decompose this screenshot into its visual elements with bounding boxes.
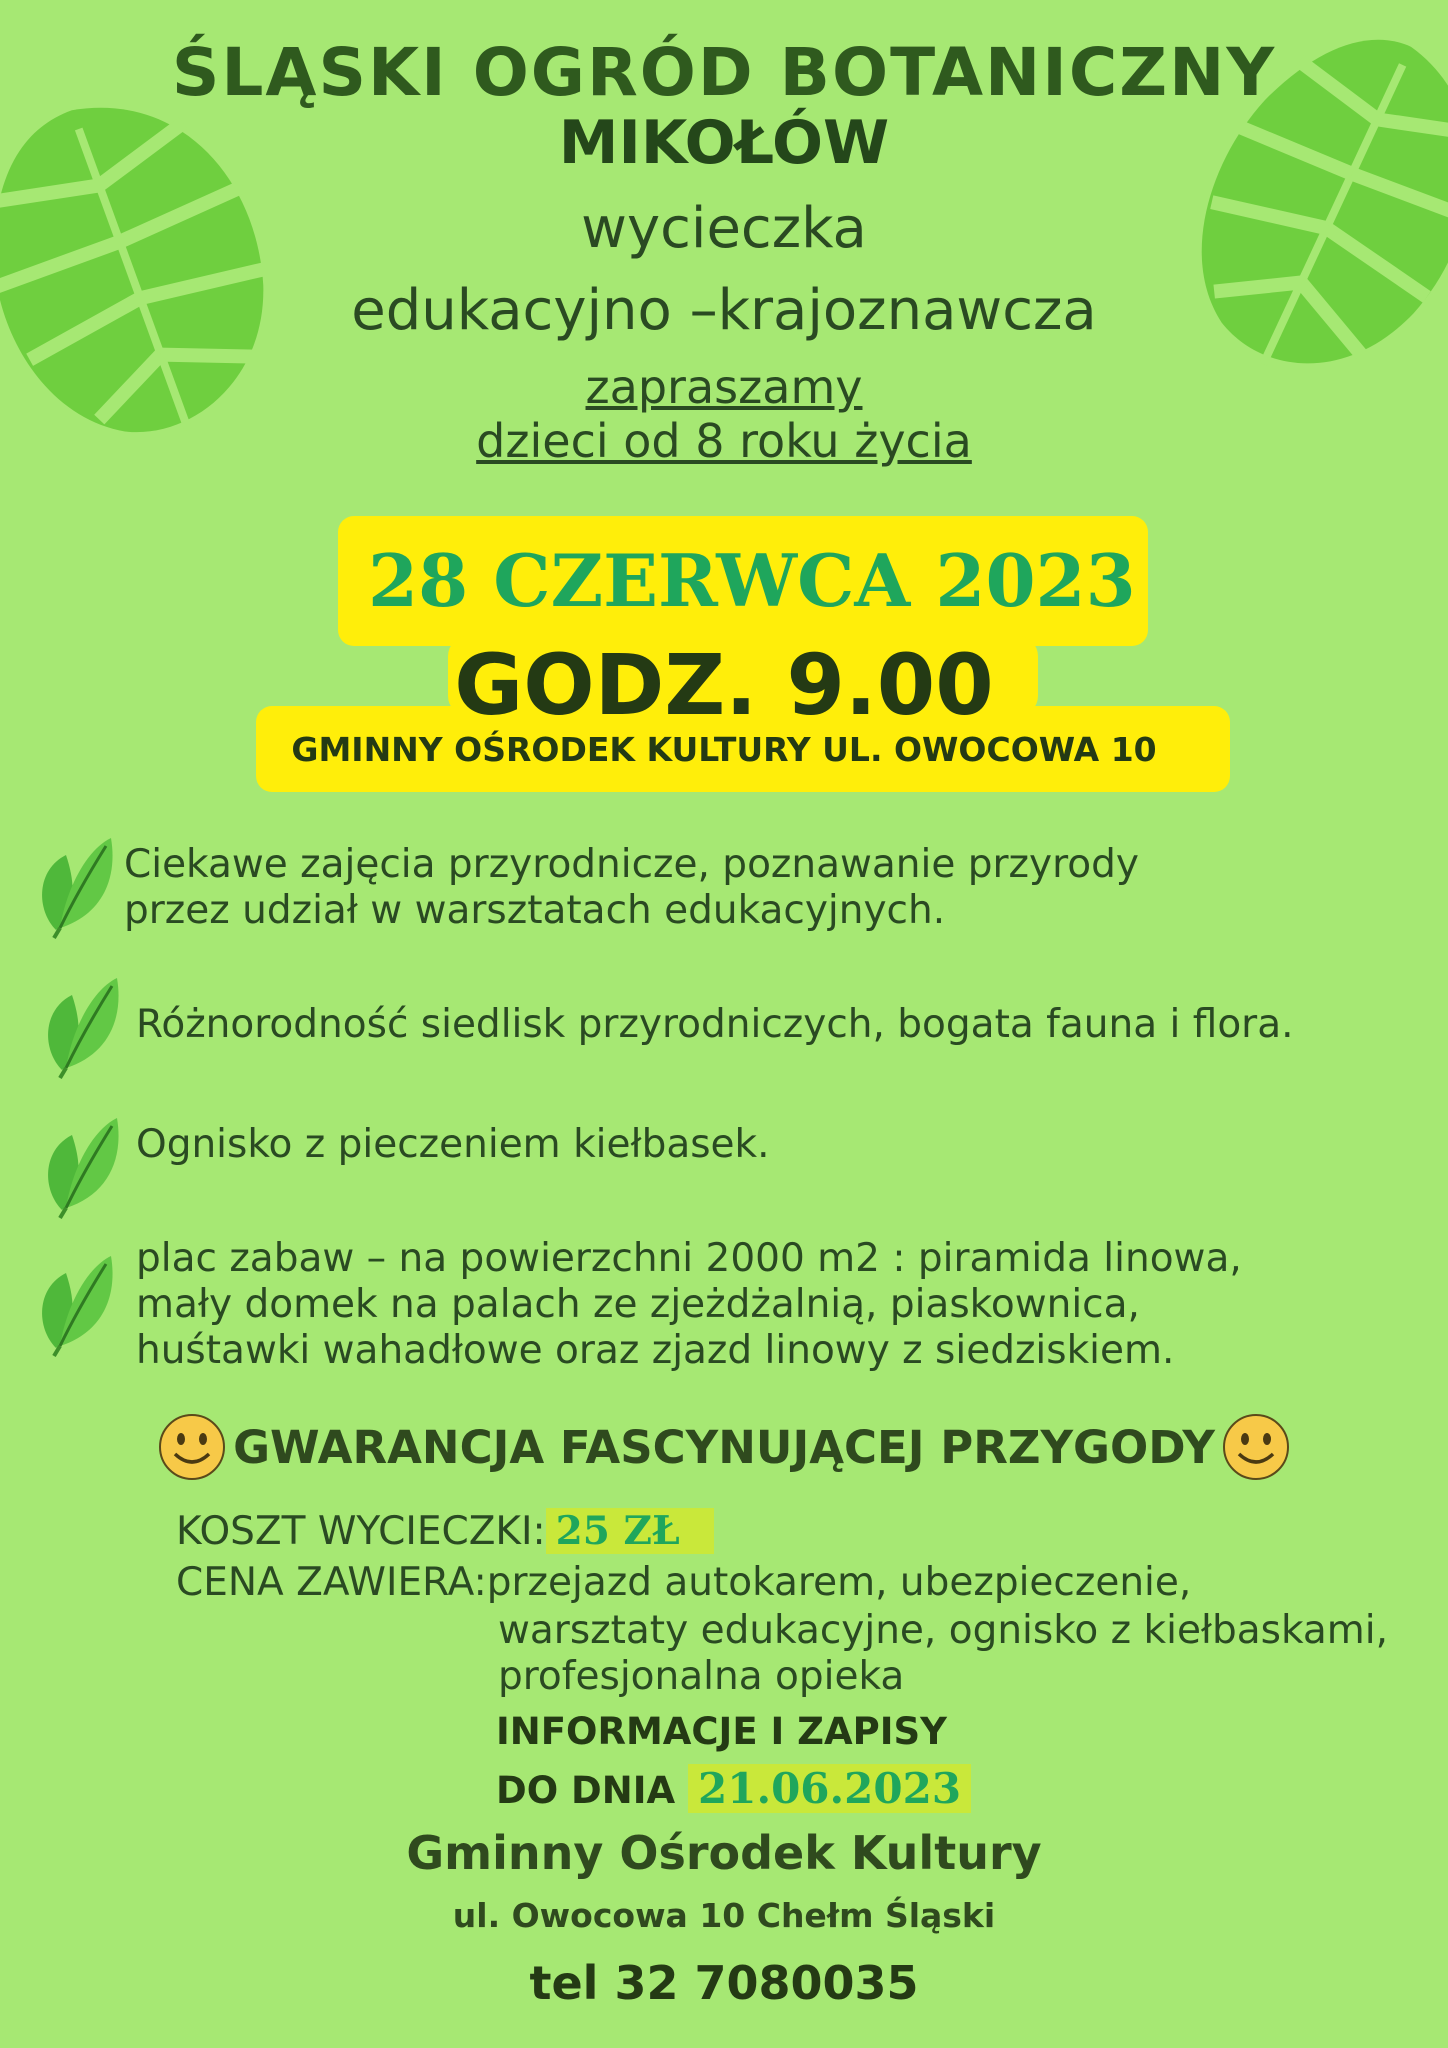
guarantee-banner	[0, 1412, 1448, 1482]
cost-label: KOSZT WYCIECZKI:	[176, 1509, 546, 1554]
cost-value: 25 ZŁ	[546, 1508, 714, 1554]
feature-4-line2: mały domek na palach ze zjeżdżalnią, piaskownica,	[136, 1282, 1140, 1327]
event-date: 28 CZERWCA 2023	[368, 538, 1136, 623]
guarantee-text: GWARANCJA FASCYNUJĄCEJ PRZYGODY	[233, 1420, 1215, 1474]
trip-type-line1: wycieczka	[581, 196, 867, 261]
registration-title: INFORMACJE I ZAPISY	[496, 1710, 947, 1753]
feature-1-line2: przez udział w warsztatach edukacyjnych.	[124, 888, 946, 933]
event-place: GMINNY OŚRODEK KULTURY UL. OWOCOWA 10	[291, 730, 1157, 769]
includes-label: CENA ZAWIERA:	[176, 1560, 487, 1605]
feature-2-line1: Różnorodność siedlisk przyrodniczych, bogata fauna i flora.	[136, 1002, 1294, 1047]
organizer-phone: tel 32 7080035	[529, 1956, 919, 2010]
includes-line1	[176, 1560, 1191, 1606]
trip-type-line2: edukacyjno –krajoznawcza	[351, 278, 1097, 343]
feature-4-line3: huśtawki wahadłowe oraz zjazd linowy z siedziskiem.	[136, 1328, 1175, 1373]
leaf-icon	[32, 1110, 122, 1220]
invitation-line2: dzieci od 8 roku życia	[476, 414, 972, 468]
leaf-icon	[26, 1248, 116, 1358]
smiley-icon	[1221, 1412, 1291, 1482]
deadline-label: DO DNIA	[496, 1769, 689, 1812]
feature-3-line1: Ognisko z pieczeniem kiełbasek.	[136, 1122, 770, 1167]
organizer-address: ul. Owocowa 10 Chełm Śląski	[452, 1896, 996, 1935]
feature-1-line1: Ciekawe zajęcia przyrodnicze, poznawanie przyrody	[124, 842, 1139, 887]
includes-line2: warsztaty edukacyjne, ognisko z kiełbaskami,	[498, 1608, 1389, 1653]
page-subtitle-location: MIKOŁÓW	[558, 108, 890, 178]
registration-deadline	[496, 1764, 971, 1813]
includes-item-1: przejazd autokarem, ubezpieczenie,	[486, 1560, 1192, 1605]
event-time: GODZ. 9.00	[454, 636, 994, 734]
feature-4-line1: plac zabaw – na powierzchni 2000 m2 : piramida linowa,	[136, 1236, 1242, 1281]
includes-line3: profesjonalna opieka	[498, 1654, 905, 1699]
leaf-icon	[32, 970, 122, 1080]
smiley-icon	[157, 1412, 227, 1482]
cost-line	[176, 1508, 714, 1555]
organizer-name: Gminny Ośrodek Kultury	[406, 1826, 1042, 1880]
leaf-icon	[26, 830, 116, 940]
deadline-date: 21.06.2023	[688, 1764, 971, 1813]
page-title: ŚLĄSKI OGRÓD BOTANICZNY	[171, 34, 1277, 111]
invitation-line1: zapraszamy	[585, 360, 863, 414]
